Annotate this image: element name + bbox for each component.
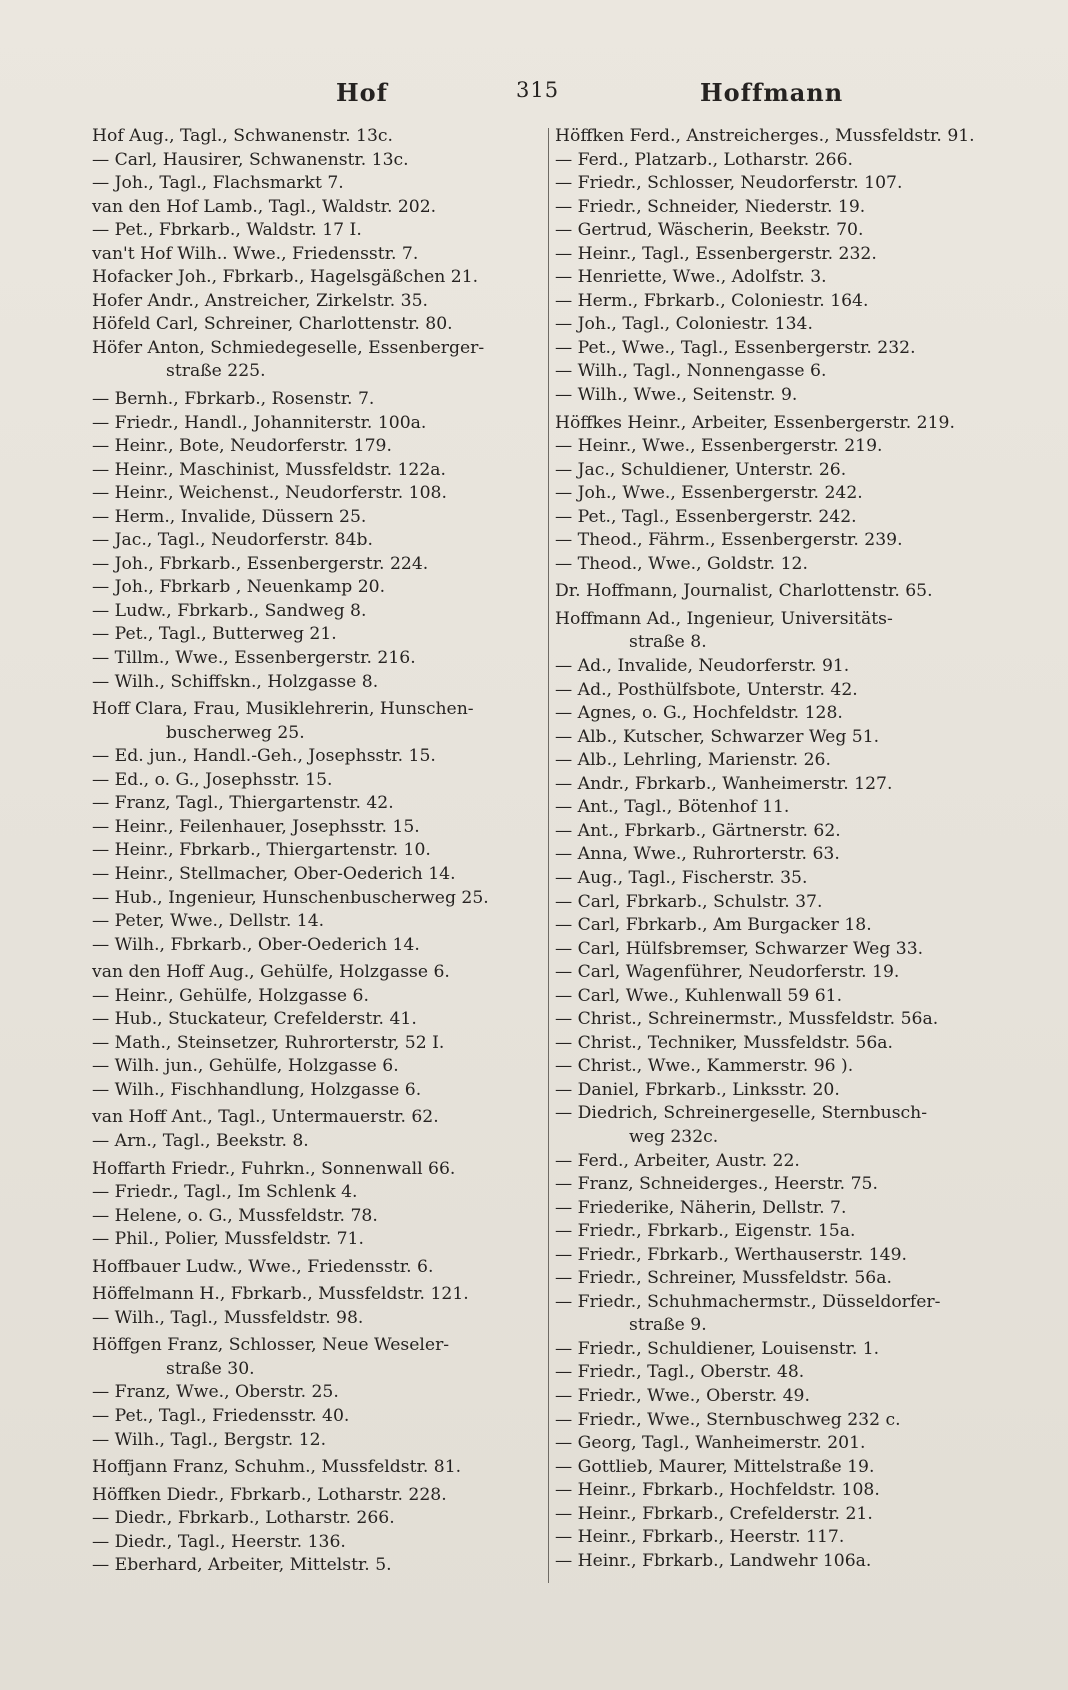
entry-text: — Wilh., Fischhandlung, Holzgasse 6.	[92, 1079, 422, 1100]
entry-text: — Heinr., Bote, Neudorferstr. 179.	[92, 436, 392, 457]
directory-entry	[92, 1158, 552, 1182]
directory-entry	[555, 985, 995, 1009]
entry-text: — Friedr., Handl., Johanniterstr. 100a.	[92, 412, 427, 433]
directory-entry	[555, 914, 995, 938]
directory-entry	[92, 1405, 552, 1429]
left-column	[92, 125, 552, 1578]
entry-text: — Wilh., Tagl., Bergstr. 12.	[92, 1429, 327, 1450]
directory-entry	[92, 1055, 552, 1079]
entry-text: — Friedr., Wwe., Sternbuschweg 232 c.	[555, 1409, 901, 1430]
entry-text: — Tillm., Wwe., Essenbergerstr. 216.	[92, 648, 416, 669]
entry-text: — Heinr., Gehülfe, Holzgasse 6.	[92, 985, 369, 1006]
directory-entry	[92, 1381, 552, 1405]
directory-entry	[555, 243, 995, 267]
directory-entry	[92, 459, 552, 483]
directory-entry	[92, 172, 552, 196]
directory-entry	[555, 196, 995, 220]
directory-entry	[555, 1032, 995, 1056]
entry-text: — Anna, Wwe., Ruhrorterstr. 63.	[555, 844, 840, 865]
entry-text: — Heinr., Fbrkarb., Hochfeldstr. 108.	[555, 1480, 880, 1501]
entry-text: — Henriette, Wwe., Adolfstr. 3.	[555, 267, 827, 288]
entry-text: — Joh., Wwe., Essenbergerstr. 242.	[555, 483, 863, 504]
directory-entry	[555, 1008, 995, 1032]
entry-text: — Friedr., Fbrkarb., Werthauserstr. 149.	[555, 1244, 907, 1265]
entry-text: — Gottlieb, Maurer, Mittelstraße 19.	[555, 1456, 875, 1477]
directory-entry	[555, 1055, 995, 1079]
entry-text: — Friedr., Schuldiener, Louisenstr. 1.	[555, 1338, 880, 1359]
directory-entry	[92, 887, 552, 911]
entry-text: — Math., Steinsetzer, Ruhrorterstr, 52 I.	[92, 1032, 445, 1053]
directory-entry	[555, 655, 995, 679]
entry-text: — Ferd., Arbeiter, Austr. 22.	[555, 1150, 800, 1171]
entry-continuation: buscherweg 25.	[166, 722, 305, 743]
directory-entry	[555, 1244, 995, 1268]
entry-text: — Agnes, o. G., Hochfeldstr. 128.	[555, 703, 843, 724]
directory-entry	[92, 290, 552, 314]
entry-text: — Herm., Invalide, Düssern 25.	[92, 506, 367, 527]
directory-entry	[555, 529, 995, 553]
entry-text: — Theod., Fährm., Essenbergerstr. 239.	[555, 530, 903, 551]
directory-entry	[555, 1550, 995, 1574]
entry-continuation: straße 30.	[166, 1358, 255, 1379]
directory-entry	[555, 125, 995, 149]
entry-text: — Heinr., Fbrkarb., Crefelderstr. 21.	[555, 1503, 873, 1524]
entry-text: — Heinr., Weichenst., Neudorferstr. 108.	[92, 483, 447, 504]
entry-text: — Hub., Ingenieur, Hunschenbuscherweg 25.	[92, 887, 489, 908]
page-number: 315	[516, 78, 560, 102]
entry-text: — Heinr., Maschinist, Mussfeldstr. 122a.	[92, 459, 447, 480]
entry-text: — Franz, Tagl., Thiergartenstr. 42.	[92, 793, 394, 814]
directory-entry	[555, 1526, 995, 1550]
directory-entry	[92, 506, 552, 530]
entry-text: — Phil., Polier, Mussfeldstr. 71.	[92, 1229, 364, 1250]
entry-text: — Ed. jun., Handl.-Geh., Josephsstr. 15.	[92, 746, 436, 767]
directory-entry	[92, 1008, 552, 1032]
directory-entry	[92, 553, 552, 577]
directory-entry	[92, 435, 552, 459]
directory-entry	[92, 623, 552, 647]
directory-entry	[92, 1334, 552, 1358]
directory-entry	[555, 1385, 995, 1409]
entry-text: Hofacker Joh., Fbrkarb., Hagelsgäßchen 21.	[92, 267, 479, 288]
directory-entry	[555, 1102, 995, 1126]
entry-text: — Wilh., Tagl., Nonnengasse 6.	[555, 361, 827, 382]
entry-text: — Bernh., Fbrkarb., Rosenstr. 7.	[92, 389, 375, 410]
entry-text: — Wilh., Tagl., Mussfeldstr. 98.	[92, 1307, 364, 1328]
directory-entry	[92, 1429, 552, 1453]
entry-text: — Alb., Lehrling, Marienstr. 26.	[555, 750, 831, 771]
directory-entry	[555, 1197, 995, 1221]
directory-entry	[555, 867, 995, 891]
entry-text: — Arn., Tagl., Beekstr. 8.	[92, 1130, 309, 1151]
entry-text: — Heinr., Fbrkarb., Landwehr 106a.	[555, 1550, 872, 1571]
directory-entry	[555, 1456, 995, 1480]
entry-continuation: straße 8.	[629, 632, 707, 653]
directory-entry	[92, 985, 552, 1009]
directory-entry	[555, 1409, 995, 1433]
directory-entry	[555, 1291, 995, 1315]
directory-entry	[555, 1079, 995, 1103]
column-divider	[548, 128, 549, 1583]
directory-entry	[555, 172, 995, 196]
directory-entry	[555, 553, 995, 577]
entry-text: — Ed., o. G., Josephsstr. 15.	[92, 769, 333, 790]
entry-text: — Ant., Tagl., Bötenhof 11.	[555, 797, 790, 818]
entry-text: Höffken Diedr., Fbrkarb., Lotharstr. 228.	[92, 1484, 447, 1505]
directory-entry	[555, 1267, 995, 1291]
directory-entry	[92, 1130, 552, 1154]
page-header	[0, 78, 1068, 108]
directory-entry	[555, 1361, 995, 1385]
entry-text: — Friedr., Schuhmachermstr., Düsseldorfer-	[555, 1291, 941, 1312]
directory-entry	[92, 1032, 552, 1056]
entry-text: — Ferd., Platzarb., Lotharstr. 266.	[555, 149, 853, 170]
entry-text: Hoffmann Ad., Ingenieur, Universitäts-	[555, 608, 893, 629]
directory-entry	[555, 726, 995, 750]
directory-entry	[92, 863, 552, 887]
directory-entry	[92, 934, 552, 958]
directory-entry	[555, 1503, 995, 1527]
entry-text: Hoffbauer Ludw., Wwe., Friedensstr. 6.	[92, 1256, 434, 1277]
entry-text: — Wilh., Wwe., Seitenstr. 9.	[555, 385, 798, 406]
entry-text: — Diedr., Fbrkarb., Lotharstr. 266.	[92, 1508, 395, 1529]
entry-text: — Franz, Wwe., Oberstr. 25.	[92, 1382, 339, 1403]
entry-text: — Christ., Techniker, Mussfeldstr. 56a.	[555, 1032, 894, 1053]
directory-entry	[555, 820, 995, 844]
directory-entry	[92, 745, 552, 769]
entry-text: — Franz, Schneiderges., Heerstr. 75.	[555, 1174, 878, 1195]
directory-entry	[92, 839, 552, 863]
entry-text: — Wilh. jun., Gehülfe, Holzgasse 6.	[92, 1056, 399, 1077]
directory-entry	[92, 961, 552, 985]
entry-text: — Carl, Fbrkarb., Am Burgacker 18.	[555, 915, 872, 936]
entry-text: — Christ., Schreinermstr., Mussfeldstr. 56a.	[555, 1009, 939, 1030]
entry-text: — Friederike, Näherin, Dellstr. 7.	[555, 1197, 847, 1218]
directory-entry	[92, 647, 552, 671]
directory-entry	[555, 435, 995, 459]
header-right-keyword: Hoffmann	[700, 78, 844, 107]
header-left-keyword: Hof	[336, 78, 389, 107]
entry-continuation: weg 232c.	[629, 1126, 719, 1147]
entry-text: — Friedr., Wwe., Oberstr. 49.	[555, 1385, 810, 1406]
directory-entry	[92, 313, 552, 337]
directory-entry	[92, 388, 552, 412]
directory-entry	[92, 576, 552, 600]
entry-text: — Diedr., Tagl., Heerstr. 136.	[92, 1531, 346, 1552]
directory-entry	[555, 938, 995, 962]
directory-entry	[92, 769, 552, 793]
entry-continuation: straße 9.	[629, 1315, 707, 1336]
directory-entry	[92, 1106, 552, 1130]
directory-entry	[92, 337, 552, 361]
directory-entry	[92, 529, 552, 553]
directory-entry	[555, 796, 995, 820]
entry-text: — Andr., Fbrkarb., Wanheimerstr. 127.	[555, 773, 893, 794]
entry-text: Höffkes Heinr., Arbeiter, Essenbergerstr. 219.	[555, 412, 955, 433]
directory-entry	[92, 910, 552, 934]
entry-text: — Pet., Tagl., Essenbergerstr. 242.	[555, 506, 857, 527]
directory-entry	[92, 1256, 552, 1280]
directory-entry	[92, 149, 552, 173]
entry-text: van den Hoff Aug., Gehülfe, Holzgasse 6.	[92, 962, 450, 983]
directory-entry	[92, 1205, 552, 1229]
entry-text: — Heinr., Fbrkarb., Heerstr. 117.	[555, 1527, 845, 1548]
directory-entry	[555, 290, 995, 314]
directory-entry	[92, 196, 552, 220]
entry-text: — Ad., Invalide, Neudorferstr. 91.	[555, 656, 850, 677]
directory-entry	[555, 482, 995, 506]
directory-entry	[92, 1228, 552, 1252]
entry-text: — Peter, Wwe., Dellstr. 14.	[92, 911, 325, 932]
entry-text: Hoff Clara, Frau, Musiklehrerin, Hunschen-	[92, 699, 474, 720]
directory-entry	[92, 671, 552, 695]
entry-text: — Friedr., Tagl., Im Schlenk 4.	[92, 1182, 358, 1203]
directory-entry	[92, 1507, 552, 1531]
entry-text: — Carl, Wwe., Kuhlenwall 59 61.	[555, 985, 843, 1006]
directory-entry	[555, 149, 995, 173]
directory-entry	[92, 125, 552, 149]
directory-entry	[555, 313, 995, 337]
entry-text: Höfeld Carl, Schreiner, Charlottenstr. 80.	[92, 314, 453, 335]
entry-text: — Hub., Stuckateur, Crefelderstr. 41.	[92, 1009, 417, 1030]
directory-entry	[555, 360, 995, 384]
entry-text: — Heinr., Stellmacher, Ober-Oederich 14.	[92, 863, 456, 884]
entry-text: — Christ., Wwe., Kammerstr. 96 ).	[555, 1056, 854, 1077]
entry-text: — Aug., Tagl., Fischerstr. 35.	[555, 867, 808, 888]
directory-entry	[555, 1150, 995, 1174]
directory-entry	[555, 749, 995, 773]
directory-entry	[555, 1173, 995, 1197]
directory-entry	[92, 1531, 552, 1555]
directory-entry	[92, 482, 552, 506]
directory-entry	[92, 243, 552, 267]
directory-entry	[92, 1181, 552, 1205]
entry-text: Hoffarth Friedr., Fuhrkn., Sonnenwall 66.	[92, 1158, 456, 1179]
entry-text: — Pet., Wwe., Tagl., Essenbergerstr. 232.	[555, 337, 916, 358]
directory-entry	[555, 1432, 995, 1456]
entry-text: — Herm., Fbrkarb., Coloniestr. 164.	[555, 290, 869, 311]
entry-text: Hof Aug., Tagl., Schwanenstr. 13c.	[92, 126, 393, 146]
directory-entry	[92, 219, 552, 243]
directory-entry	[555, 384, 995, 408]
directory-entry	[92, 1456, 552, 1480]
directory-entry	[555, 1479, 995, 1503]
entry-text: Hofer Andr., Anstreicher, Zirkelstr. 35.	[92, 290, 429, 311]
directory-entry	[555, 679, 995, 703]
directory-entry	[92, 792, 552, 816]
directory-entry	[92, 1283, 552, 1307]
directory-entry	[92, 1079, 552, 1103]
entry-text: — Heinr., Tagl., Essenbergerstr. 232.	[555, 243, 877, 264]
entry-text: — Friedr., Schlosser, Neudorferstr. 107.	[555, 173, 903, 194]
directory-entry	[555, 219, 995, 243]
directory-entry	[92, 1307, 552, 1331]
directory-entry	[555, 608, 995, 632]
directory-entry	[555, 843, 995, 867]
directory-entry	[92, 1484, 552, 1508]
directory-entry	[92, 698, 552, 722]
entry-text: — Alb., Kutscher, Schwarzer Weg 51.	[555, 726, 880, 747]
entry-text: Höffelmann H., Fbrkarb., Mussfeldstr. 121.	[92, 1284, 469, 1305]
entry-continuation: straße 225.	[166, 361, 266, 382]
directory-entry	[555, 459, 995, 483]
entry-text: — Joh., Tagl., Flachsmarkt 7.	[92, 173, 344, 194]
entry-text: — Joh., Fbrkarb., Essenbergerstr. 224.	[92, 553, 429, 574]
entry-text: — Friedr., Schreiner, Mussfeldstr. 56a.	[555, 1268, 892, 1289]
entry-text: — Pet., Tagl., Friedensstr. 40.	[92, 1405, 350, 1426]
entry-text: — Carl, Wagenführer, Neudorferstr. 19.	[555, 962, 900, 983]
directory-entry	[92, 600, 552, 624]
directory-entry	[92, 1554, 552, 1578]
directory-entry	[555, 337, 995, 361]
entry-text: — Pet., Fbrkarb., Waldstr. 17 I.	[92, 220, 362, 241]
entry-text: — Heinr., Feilenhauer, Josephsstr. 15.	[92, 816, 420, 837]
entry-text: — Ant., Fbrkarb., Gärtnerstr. 62.	[555, 820, 841, 841]
directory-entry	[555, 702, 995, 726]
entry-text: — Helene, o. G., Mussfeldstr. 78.	[92, 1205, 378, 1226]
entry-text: — Carl, Hausirer, Schwanenstr. 13c.	[92, 149, 409, 170]
right-column	[555, 125, 995, 1573]
directory-entry	[555, 1220, 995, 1244]
entry-text: — Gertrud, Wäscherin, Beekstr. 70.	[555, 220, 864, 241]
entry-text: van Hoff Ant., Tagl., Untermauerstr. 62.	[92, 1107, 439, 1128]
entry-text: van't Hof Wilh.. Wwe., Friedensstr. 7.	[92, 243, 419, 264]
entry-text: Höffgen Franz, Schlosser, Neue Weseler-	[92, 1335, 450, 1356]
entry-text: — Ludw., Fbrkarb., Sandweg 8.	[92, 600, 367, 621]
entry-text: — Carl, Hülfsbremser, Schwarzer Weg 33.	[555, 938, 924, 959]
directory-entry	[555, 580, 995, 604]
directory-entry	[555, 412, 995, 436]
entry-text: — Joh., Fbrkarb , Neuenkamp 20.	[92, 577, 386, 598]
entry-text: — Heinr., Wwe., Essenbergerstr. 219.	[555, 436, 883, 457]
entry-text: — Diedrich, Schreinergeselle, Sternbusch-	[555, 1103, 928, 1124]
directory-entry	[555, 1338, 995, 1362]
entry-text: — Ad., Posthülfsbote, Unterstr. 42.	[555, 679, 858, 700]
directory-entry	[555, 773, 995, 797]
entry-text: — Carl, Fbrkarb., Schulstr. 37.	[555, 891, 823, 912]
entry-text: Höffken Ferd., Anstreicherges., Mussfeldstr. 91.	[555, 126, 975, 146]
entry-text: — Jac., Schuldiener, Unterstr. 26.	[555, 459, 847, 480]
entry-text: — Friedr., Tagl., Oberstr. 48.	[555, 1362, 805, 1383]
entry-text: — Georg, Tagl., Wanheimerstr. 201.	[555, 1433, 866, 1454]
entry-text: — Joh., Tagl., Coloniestr. 134.	[555, 314, 813, 335]
entry-text: — Daniel, Fbrkarb., Linksstr. 20.	[555, 1079, 840, 1100]
directory-entry	[555, 961, 995, 985]
entry-text: — Wilh., Schiffskn., Holzgasse 8.	[92, 671, 379, 692]
directory-entry	[555, 506, 995, 530]
directory-entry	[92, 412, 552, 436]
directory-entry	[555, 266, 995, 290]
entry-text: — Heinr., Fbrkarb., Thiergartenstr. 10.	[92, 840, 431, 861]
entry-text: Hoffjann Franz, Schuhm., Mussfeldstr. 81.	[92, 1457, 462, 1478]
entry-text: — Wilh., Fbrkarb., Ober-Oederich 14.	[92, 934, 420, 955]
directory-entry	[92, 816, 552, 840]
entry-text: Dr. Hoffmann, Journalist, Charlottenstr. 65.	[555, 581, 933, 602]
entry-text: — Jac., Tagl., Neudorferstr. 84b.	[92, 530, 373, 551]
directory-entry	[92, 266, 552, 290]
entry-text: — Friedr., Fbrkarb., Eigenstr. 15a.	[555, 1221, 856, 1242]
entry-text: — Pet., Tagl., Butterweg 21.	[92, 624, 337, 645]
entry-text: — Theod., Wwe., Goldstr. 12.	[555, 553, 808, 574]
directory-entry	[555, 891, 995, 915]
entry-text: — Eberhard, Arbeiter, Mittelstr. 5.	[92, 1555, 392, 1576]
entry-text: van den Hof Lamb., Tagl., Waldstr. 202.	[92, 196, 437, 217]
entry-text: Höfer Anton, Schmiedegeselle, Essenberger-	[92, 337, 485, 358]
entry-text: — Friedr., Schneider, Niederstr. 19.	[555, 196, 866, 217]
